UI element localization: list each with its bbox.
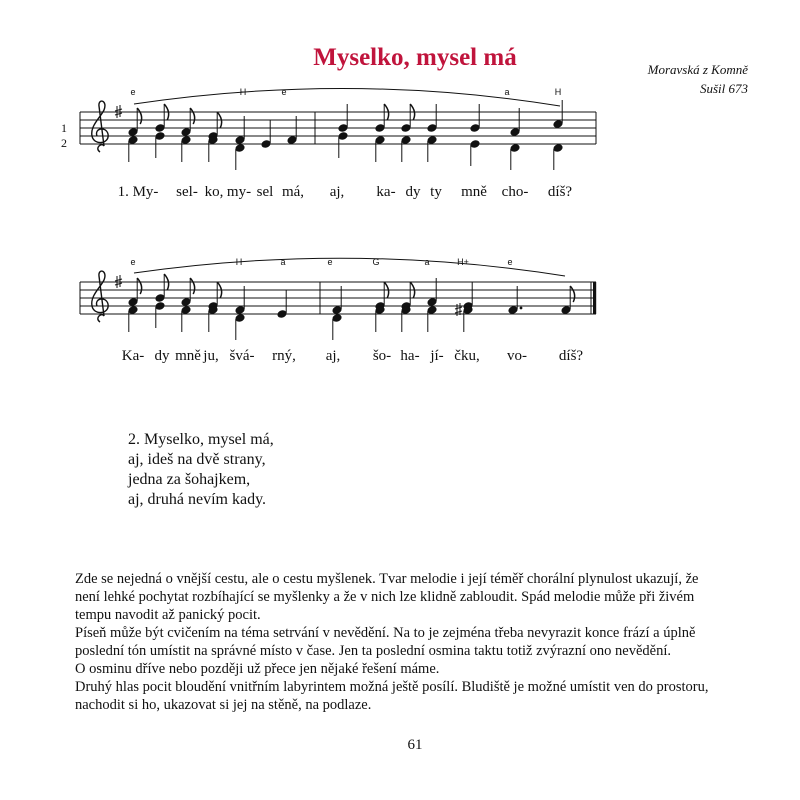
note-head — [553, 143, 564, 152]
note-head — [427, 123, 438, 132]
commentary-line: Druhý hlas pocit bloudění vnitřním labyrintem možná ještě posílí. Bludiště je možné umístit ven do prostoru, — [75, 679, 709, 695]
lyric-syllable: Ka- — [121, 348, 145, 364]
chord-symbol: a — [280, 257, 286, 267]
chord-symbol: H — [239, 87, 247, 97]
lyric-syllable: mně — [461, 184, 487, 200]
lyric-syllable: dy — [154, 348, 170, 364]
lyric-syllable: díš? — [558, 348, 584, 364]
song-title: Myselko, mysel má — [313, 44, 517, 71]
note-head — [128, 127, 139, 136]
note-head — [235, 313, 246, 322]
note-head — [338, 123, 349, 132]
note-head — [128, 297, 139, 306]
voice-label-2: 2 — [61, 136, 67, 150]
note-head — [375, 123, 386, 132]
lyric-syllable: ka- — [376, 184, 396, 200]
note-head — [510, 127, 521, 136]
chord-symbol: G — [372, 257, 380, 267]
commentary-line: Zde se nejedná o vnější cestu, ale o cestu myšlenek. Tvar melodie i její téměř chorální plynulost ukazují, že — [75, 571, 699, 587]
lyric-syllable: dy — [405, 184, 421, 200]
note-head — [332, 313, 343, 322]
note-flag — [190, 108, 194, 124]
note-head — [470, 139, 481, 148]
lyric-syllable: aj, — [329, 184, 345, 200]
note-head — [427, 135, 438, 144]
note-head — [155, 301, 166, 310]
chord-symbol: e — [130, 257, 136, 267]
stanza-2 — [128, 430, 274, 510]
chord-symbol: H — [235, 257, 243, 267]
chord-symbol: e — [327, 257, 333, 267]
note-head — [427, 297, 438, 306]
note-head — [128, 305, 139, 314]
note-head — [510, 143, 521, 152]
note-head — [235, 305, 246, 314]
voice-label-1: 1 — [61, 121, 67, 135]
phrase-slur — [134, 88, 560, 106]
commentary-line: Píseň může být cvičením na téma setrvání v nevědění. Na to je zejména třeba nevyrazit konce frází a úplně — [75, 625, 696, 641]
lyric-syllable: ha- — [400, 348, 420, 364]
lyric-syllable: švá- — [229, 348, 255, 364]
lyric-syllable: šo- — [372, 348, 392, 364]
note-head — [235, 135, 246, 144]
note-head — [287, 135, 298, 144]
note-head — [508, 305, 519, 314]
note-head — [155, 293, 166, 302]
chord-symbol: H+ — [457, 257, 469, 267]
lyric-syllable: aj, — [325, 348, 341, 364]
stanza-line: jedna za šohajkem, — [128, 471, 251, 488]
chord-symbol: a — [504, 87, 510, 97]
lyric-syllable: sel- — [176, 184, 198, 200]
lyric-syllable: ty — [430, 184, 442, 200]
commentary-line: poslední tón umístit na správné místo v čase. Jen ta poslední osmina taktu totiž zvýrazní ono nevědění. — [75, 643, 671, 659]
final-barline — [593, 282, 596, 314]
chord-symbol: a — [424, 257, 430, 267]
stanza-line: 2. Myselko, mysel má, — [128, 431, 274, 448]
page-number: 61 — [407, 737, 423, 753]
chord-symbol: e — [507, 257, 513, 267]
lyric-syllable: mně — [175, 348, 201, 364]
augmentation-dot — [520, 307, 523, 310]
commentary-line: nachodit si ho, ukazovat si jej na stěně, na podlaze. — [75, 697, 372, 713]
note-head — [181, 297, 192, 306]
source-reference: Sušil 673 — [699, 81, 748, 96]
note-head — [155, 123, 166, 132]
note-flag — [137, 108, 141, 124]
lyric-syllable: my- — [226, 184, 252, 200]
lyric-syllable: sel — [256, 184, 274, 200]
chord-symbol: H — [554, 87, 562, 97]
note-head — [561, 305, 572, 314]
commentary-line: tempu navodit až panický pocit. — [75, 607, 261, 623]
lyric-syllable: má, — [281, 184, 305, 200]
note-head — [155, 131, 166, 140]
note-head — [181, 135, 192, 144]
note-flag — [570, 286, 574, 302]
note-head — [261, 139, 272, 148]
note-flag — [137, 278, 141, 294]
note-head — [277, 309, 288, 318]
note-head — [401, 135, 412, 144]
note-flag — [190, 278, 194, 294]
phrase-slur — [134, 258, 565, 276]
commentary — [75, 570, 765, 714]
key-signature-sharp-icon — [115, 275, 122, 288]
lyric-syllable: díš? — [547, 184, 573, 200]
commentary-line: O osminu dříve nebo později už přece jen nějaké řešení máme. — [75, 661, 440, 677]
note-head — [401, 123, 412, 132]
lyric-syllable: jí- — [430, 348, 444, 364]
chord-symbol: e — [281, 87, 287, 97]
note-head — [128, 135, 139, 144]
note-head — [375, 135, 386, 144]
note-head — [553, 119, 564, 128]
stanza-line: aj, druhá nevím kady. — [128, 491, 267, 508]
note-head — [470, 123, 481, 132]
lyric-syllable: vo- — [507, 348, 527, 364]
key-signature-sharp-icon — [115, 105, 122, 118]
note-head — [181, 305, 192, 314]
stanza-line: aj, ideš na dvě strany, — [128, 451, 266, 468]
lyric-syllable: čku, — [454, 348, 480, 364]
note-head — [332, 305, 343, 314]
staff-system-1 — [61, 87, 596, 200]
source-origin: Moravská z Komně — [647, 62, 748, 77]
lyric-syllable: ko, — [204, 184, 224, 200]
note-head — [181, 127, 192, 136]
staff-system-2 — [80, 257, 596, 364]
lyric-syllable: rný, — [272, 348, 296, 364]
lyric-syllable: cho- — [501, 184, 529, 200]
note-head — [235, 143, 246, 152]
lyric-syllable: ju, — [203, 348, 219, 364]
commentary-line: není lehké pochytat rozbíhající se myšlenky a že v nich lze klidně zabloudit. Spád melodie může při živém — [75, 589, 695, 605]
note-head — [427, 305, 438, 314]
chord-symbol: e — [130, 87, 136, 97]
lyric-syllable: 1. My- — [117, 184, 159, 200]
note-head — [338, 131, 349, 140]
